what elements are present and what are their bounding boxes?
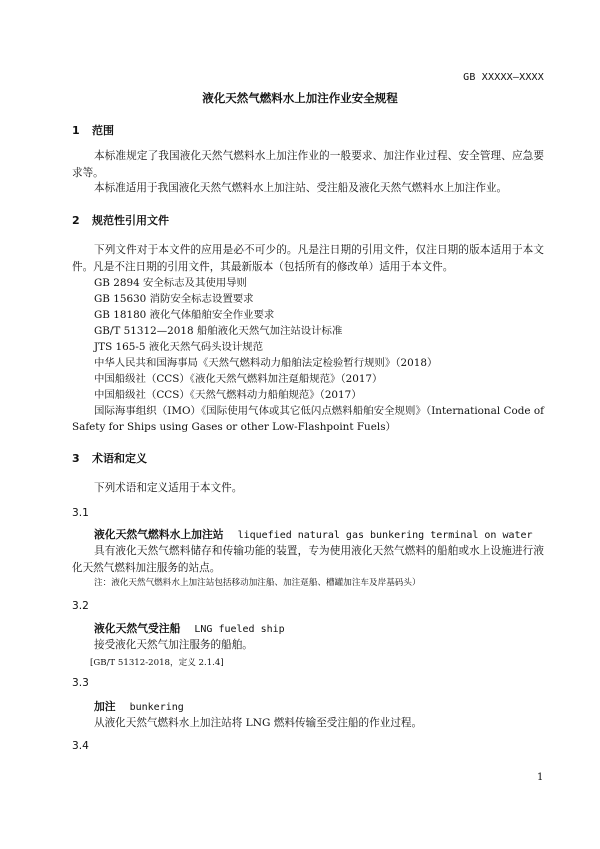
scope-paragraph-1: 本标准规定了我国液化天然气燃料水上加注作业的一般要求、加注作业过程、安全管理、应急要求等。 [72, 150, 544, 179]
section-title: 规范性引用文件 [92, 214, 169, 227]
reference-item: 中国船级社（CCS）《液化天然气燃料加注趸船规范》（2017） [94, 373, 383, 385]
term-number: 3.3 [72, 677, 89, 689]
document-title: 液化天然气燃料水上加注作业安全规程 [202, 91, 398, 105]
reference-item: GB 2894 安全标志及其使用导则 [94, 277, 247, 289]
term-source: [GB/T 51312-2018，定义 2.1.4] [90, 658, 224, 668]
term-definition: 从液化天然气燃料水上加注站将 LNG 燃料传输至受注船的作业过程。 [94, 717, 423, 729]
term-name-en: liquefied natural gas bunkering terminal on water [237, 530, 533, 541]
standard-code: GB XXXXX—XXXX [463, 72, 544, 83]
section-title: 术语和定义 [92, 452, 147, 465]
term-number: 3.2 [72, 600, 89, 612]
scope-paragraph-2: 本标准适用于我国液化天然气燃料水上加注站、受注船及液化天然气燃料水上加注作业。 [94, 182, 508, 194]
reference-item: GB 18180 液化气体船舶安全作业要求 [94, 309, 275, 321]
term-heading [94, 699, 184, 714]
section-number: 1 [72, 124, 80, 137]
term-name-en: LNG fueled ship [194, 624, 285, 635]
term-name-zh: 加注 [94, 700, 116, 713]
term-name-zh: 液化天然气受注船 [94, 622, 181, 635]
reference-item: 中国船级社（CCS）《天然气燃料动力船舶规范》（2017） [94, 389, 362, 401]
reference-item: JTS 165-5 液化天然气码头设计规范 [94, 341, 264, 353]
reference-item-imo: 国际海事组织（IMO）《国际使用气体或其它低闪点燃料船舶安全规则》（International Code of Safety for Ships using Gases or other Low-Flashpoint Fuels） [72, 405, 544, 433]
term-definition: 具有液化天然气燃料储存和传输功能的装置，专为使用液化天然气燃料的船舶或水上设施进行液化天然气燃料加注服务的站点。 [72, 545, 544, 574]
page-number: 1 [537, 772, 544, 783]
term-definition: 接受液化天然气加注服务的船舶。 [94, 639, 253, 651]
term-number: 3.4 [72, 740, 89, 752]
term-heading [94, 621, 285, 636]
term-note: 注：液化天然气燃料水上加注站包括移动加注船、加注趸船、槽罐加注车及岸基码头） [94, 578, 421, 588]
reference-item: 中华人民共和国海事局《天然气燃料动力船舶法定检验暂行规则》（2018） [94, 357, 438, 369]
term-number: 3.1 [72, 507, 89, 519]
section-heading-normative-references [72, 212, 169, 228]
terms-intro: 下列术语和定义适用于本文件。 [94, 482, 243, 494]
section-title: 范围 [92, 124, 114, 137]
reference-item: GB 15630 消防安全标志设置要求 [94, 293, 254, 305]
references-intro: 下列文件对于本文件的应用是必不可少的。凡是注日期的引用文件，仅注日期的版本适用于本文件。凡是不注日期的引用文件，其最新版本（包括所有的修改单）适用于本文件。 [72, 244, 544, 273]
term-name-en: bunkering [129, 702, 184, 713]
reference-item: GB/T 51312—2018 船舶液化天然气加注站设计标准 [94, 325, 343, 337]
section-number: 3 [72, 452, 80, 465]
section-heading-terms [72, 450, 147, 466]
section-heading-scope [72, 122, 114, 138]
section-number: 2 [72, 214, 80, 227]
term-heading [94, 527, 533, 542]
term-name-zh: 液化天然气燃料水上加注站 [94, 528, 224, 541]
